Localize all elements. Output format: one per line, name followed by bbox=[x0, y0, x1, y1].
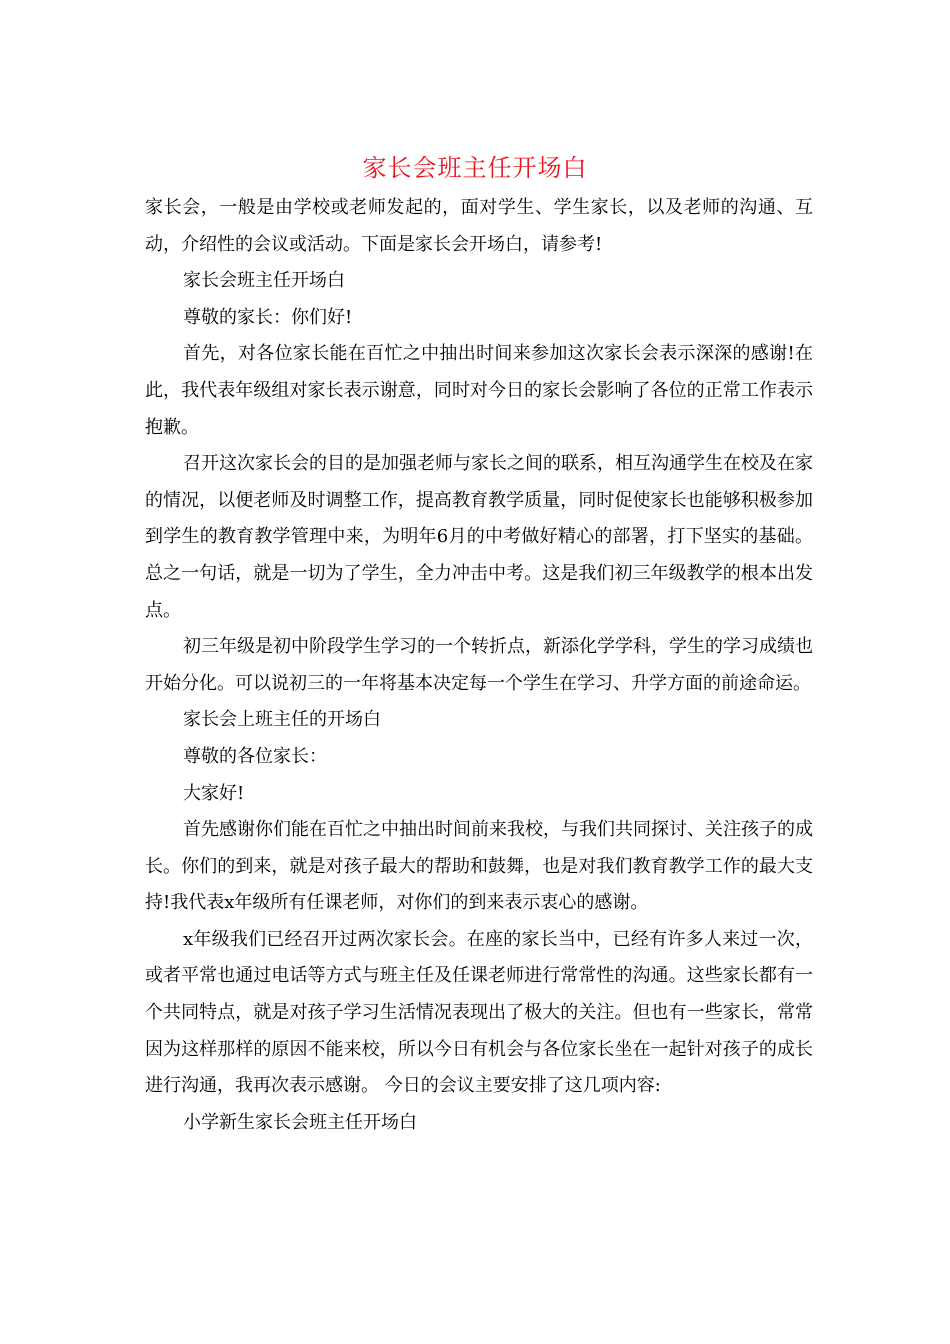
paragraph: 家长会，一般是由学校或老师发起的，面对学生、学生家长，以及老师的沟通、互动，介绍性的会议或活动。下面是家长会开场白，请参考! bbox=[145, 197, 813, 255]
paragraph: 初三年级是初中阶段学生学习的一个转折点，新添化学学科，学生的学习成绩也开始分化。可以说初三的一年将基本决定每一个学生在学习、升学方面的前途命运。 bbox=[145, 636, 813, 694]
paragraph: 首先，对各位家长能在百忙之中抽出时间来参加这次家长会表示深深的感谢!在此，我代表年级组对家长表示谢意，同时对今日的家长会影响了各位的正常工作表示抱歉。 bbox=[145, 343, 813, 438]
paragraph: 尊敬的各位家长： bbox=[183, 745, 327, 767]
paragraph: 家长会班主任开场白 bbox=[183, 270, 345, 292]
paragraph: 大家好! bbox=[183, 782, 245, 804]
document-title: 家长会班主任开场白 bbox=[362, 154, 588, 182]
paragraph: 尊敬的家长：你们好! bbox=[183, 306, 353, 328]
paragraph: x年级我们已经召开过两次家长会。在座的家长当中，已经有许多人来过一次，或者平常也通过电话等方式与班主任及任课老师进行常常性的沟通。这些家长都有一个共同特点，就是对孩子学习生活情况表现出了极大的关注。但也有一些家长，常常因为这样那样的原因不能来校，所以今日有机会与各位家长坐在一起针对孩子的成长进行沟通，我再次表示感谢。 今日的会议主要安排了这几项内容: bbox=[145, 928, 813, 1097]
paragraph: 家长会上班主任的开场白 bbox=[183, 709, 381, 731]
paragraph: 小学新生家长会班主任开场白 bbox=[183, 1111, 417, 1133]
paragraph: 召开这次家长会的目的是加强老师与家长之间的联系，相互沟通学生在校及在家的情况，以便老师及时调整工作，提高教育教学质量，同时促使家长也能够积极参加到学生的教育教学管理中来，为明年6月的中考做好精心的部署，打下坚实的基础。总之一句话，就是一切为了学生，全力冲击中考。这是我们初三年级教学的根本出发点。 bbox=[145, 453, 813, 621]
document-body bbox=[145, 190, 813, 1141]
paragraph: 首先感谢你们能在百忙之中抽出时间前来我校，与我们共同探讨、关注孩子的成长。你们的到来，就是对孩子最大的帮助和鼓舞，也是对我们教育教学工作的最大支持!我代表x年级所有任课老师，对你们的到来表示衷心的感谢。 bbox=[145, 819, 813, 914]
